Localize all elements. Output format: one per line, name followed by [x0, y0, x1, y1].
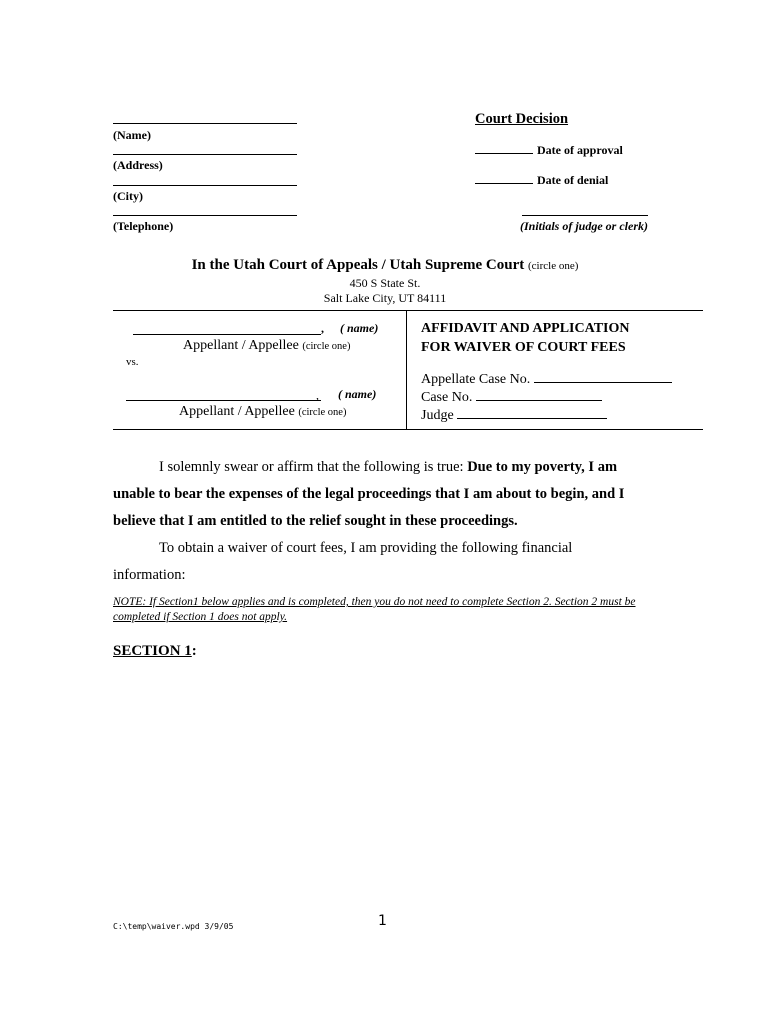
- address-label: (Address): [113, 158, 163, 172]
- party2-role-label: Appellant / Appellee: [179, 404, 295, 419]
- name-line[interactable]: [113, 123, 297, 124]
- telephone-label: (Telephone): [113, 219, 174, 233]
- case-no-blank[interactable]: [476, 388, 602, 401]
- date-of-denial-blank[interactable]: [475, 183, 533, 184]
- initials-line[interactable]: [522, 215, 648, 216]
- oath-bold-a: Due to my poverty, I am: [467, 459, 618, 475]
- footer-file-path: C:\temp\waiver.wpd 3/9/05: [113, 922, 234, 931]
- oath-line2: unable to bear the expenses of the legal proceedings that I am about to begin, and I: [113, 486, 625, 502]
- party2-name-label: ( name): [338, 387, 377, 401]
- section-note: NOTE: If Section1 below applies and is completed, then you do not need to complete Section 2. Section 2 must be completed if Section 1 does not apply.: [113, 596, 636, 623]
- oath-line1: [113, 454, 673, 481]
- court-street: 450 S State St.: [349, 276, 421, 290]
- affidavit-title: [421, 319, 629, 357]
- date-of-approval-blank[interactable]: [475, 153, 533, 154]
- oath-intro: I solemnly swear or affirm that the following is true:: [159, 459, 464, 475]
- initials-label: (Initials of judge or clerk): [520, 219, 648, 233]
- party2-name-line[interactable]: [126, 400, 321, 401]
- court-circle-one: (circle one): [528, 260, 579, 272]
- section-1-label: SECTION 1: [113, 643, 192, 659]
- city-label: (City): [113, 189, 143, 203]
- oath-line3: believe that I am entitled to the relief sought in these proceedings.: [113, 513, 518, 529]
- judge-field: [421, 406, 607, 424]
- court-name: In the Utah Court of Appeals / Utah Supreme Court: [191, 257, 525, 273]
- name-label: (Name): [113, 128, 151, 142]
- party1-name-line[interactable]: [133, 334, 321, 335]
- date-of-approval-label: Date of approval: [537, 143, 623, 157]
- affidavit-title-line2: FOR WAIVER OF COURT FEES: [421, 340, 626, 355]
- party1-circle-one: (circle one): [302, 341, 351, 352]
- party2-role: [179, 404, 346, 420]
- caption-bottom-border: [113, 429, 703, 430]
- judge-label: Judge: [421, 408, 454, 423]
- case-no-field: [421, 388, 602, 406]
- appellate-case-field: [421, 370, 672, 388]
- court-decision-title: Court Decision: [475, 111, 569, 127]
- date-of-denial-label: Date of denial: [537, 173, 609, 187]
- court-title: [0, 257, 770, 274]
- case-no-label: Case No.: [421, 390, 473, 405]
- date-of-denial: [475, 173, 608, 188]
- telephone-line[interactable]: [113, 215, 297, 216]
- party2-comma: ,: [316, 388, 319, 402]
- court-city: Salt Lake City, UT 84111: [323, 291, 447, 305]
- affidavit-title-line1: AFFIDAVIT AND APPLICATION: [421, 321, 630, 336]
- date-of-approval: [475, 143, 623, 158]
- financial-line2: information:: [113, 567, 186, 583]
- caption-divider: [406, 310, 407, 429]
- appellate-case-blank[interactable]: [534, 370, 672, 383]
- financial-line1: To obtain a waiver of court fees, I am providing the following financial: [159, 540, 573, 556]
- party1-comma: ,: [321, 321, 324, 335]
- city-line[interactable]: [113, 185, 297, 186]
- caption-top-border: [113, 310, 703, 311]
- page-number: 1: [378, 913, 387, 929]
- section-1-colon: :: [191, 643, 197, 659]
- versus-label: vs.: [126, 356, 139, 368]
- party2-circle-one: (circle one): [298, 407, 347, 418]
- section-1-heading: [113, 643, 197, 660]
- judge-blank[interactable]: [457, 406, 607, 419]
- oath-paragraph: [113, 454, 673, 589]
- address-line[interactable]: [113, 154, 297, 155]
- party1-role: [183, 338, 350, 354]
- appellate-case-label: Appellate Case No.: [421, 372, 531, 387]
- party1-role-label: Appellant / Appellee: [183, 338, 299, 353]
- party1-name-label: ( name): [340, 321, 379, 335]
